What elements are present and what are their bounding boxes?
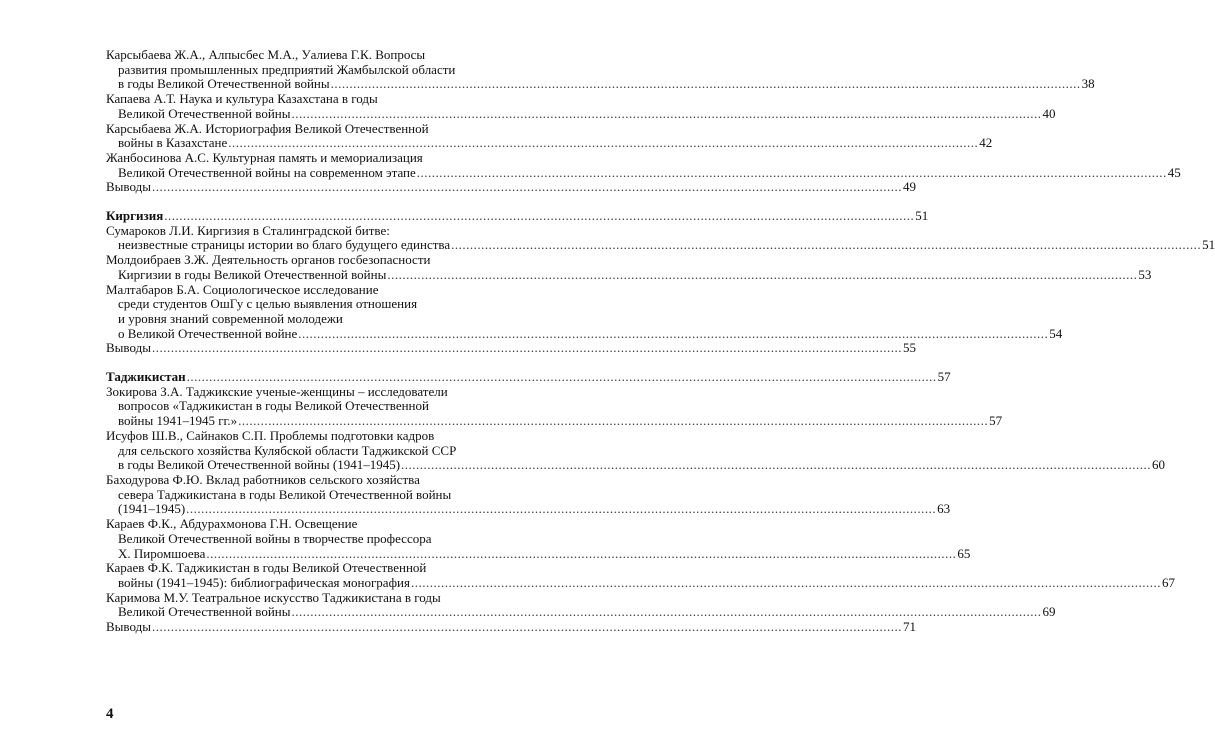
toc-entry-line: севера Таджикистана в годы Великой Отечественной войны [118, 486, 452, 502]
section-tajikistan [106, 369, 1175, 635]
toc-entry-line: Караев Ф.К. Таджикистан в годы Великой Отечественной [106, 560, 427, 576]
toc-entry-last-line [106, 574, 1175, 591]
section-heading [106, 369, 951, 385]
toc-entry-last-line [106, 164, 1181, 181]
toc-entry-line: Караев Ф.К., Абдурахмонова Г.Н. Освещение [106, 516, 358, 532]
dot-leader [451, 238, 1201, 253]
toc-entry-line: развития промышленных предприятий Жамбылской области [118, 61, 456, 77]
section-heading-text: Таджикистан [106, 369, 186, 385]
toc-entry [106, 383, 1003, 429]
toc-entry-line: Исуфов Ш.В., Сайнаков С.П. Проблемы подготовки кадров [106, 427, 435, 443]
dot-leader [152, 180, 902, 195]
toc-entry-last-line [106, 105, 1056, 122]
toc-entry [106, 222, 1215, 253]
toc-entry-last-line-text: Х. Пиромшоева [118, 545, 206, 561]
dot-leader [417, 166, 1167, 181]
toc-entry-last-line-page-ref: 54 [1049, 325, 1063, 341]
toc-entry [106, 120, 993, 151]
toc-entry [106, 560, 1175, 590]
toc-entry [106, 589, 1056, 620]
toc-entry-last-line-page-ref: 67 [1161, 574, 1175, 590]
toc-entry-last-line [106, 413, 1003, 429]
toc-entry-last-line-text: Киргизии в годы Великой Отечественной войны [118, 266, 387, 282]
dot-leader [411, 576, 1161, 591]
dot-leader [331, 77, 1081, 92]
toc-entry-last-line-text: в годы Великой Отечественной войны [118, 76, 330, 92]
toc-entry-last-line-page-ref: 40 [1042, 105, 1056, 121]
conclusion-entry [106, 340, 916, 356]
dot-leader [228, 136, 978, 151]
toc-entry [106, 516, 971, 561]
dot-leader [238, 414, 988, 429]
toc-entry-line: среди студентов ОшГу с целью выявления отношения [118, 296, 418, 312]
toc-entry-last-line-text: в годы Великой Отечественной войны (1941–1945) [118, 457, 401, 473]
toc-entry-line: Зокирова З.А. Таджикские ученые-женщины – исследователи [106, 383, 448, 399]
toc-entry-line: Каримова М.У. Театральное искусство Таджикистана в годы [106, 589, 441, 605]
toc-entry-line: Молдоибраев З.Ж. Деятельность органов госбезопасности [106, 252, 431, 268]
conclusion-entry-text: Выводы [106, 179, 151, 195]
conclusion-entry [106, 179, 916, 195]
toc-entry-line: для сельского хозяйства Кулябской области Таджикской ССР [118, 442, 457, 458]
toc-entry-last-line [106, 501, 951, 517]
dot-leader [164, 209, 914, 224]
section-gap [106, 195, 488, 209]
dot-leader [292, 107, 1042, 122]
toc-entry-last-line-page-ref: 53 [1138, 266, 1152, 282]
toc-entry-last-line-page-ref: 42 [979, 135, 993, 151]
toc-entry-line: Великой Отечественной войны в творчестве профессора [118, 530, 432, 546]
section-heading-page-ref: 51 [915, 208, 929, 224]
toc-entry-last-line [106, 457, 1166, 473]
toc-entry-last-line-page-ref: 45 [1167, 164, 1181, 180]
conclusion-entry-text: Выводы [106, 619, 151, 635]
toc-entry-last-line [106, 604, 1056, 620]
toc-entry-line: Капаева А.Т. Наука и культура Казахстана в годы [106, 91, 378, 107]
section-kazakhstan [106, 47, 1181, 195]
section-heading-page-ref: 57 [937, 369, 951, 385]
dot-leader [152, 341, 902, 356]
toc-entry-line: Малтабаров Б.А. Социологическое исследование [106, 281, 379, 297]
section-gap [106, 356, 488, 370]
toc-entry-last-line-text: Великой Отечественной войны на современном этапе [118, 164, 416, 180]
toc-entry-last-line-text: Великой Отечественной войны [118, 105, 291, 121]
toc-entry-last-line [106, 237, 1215, 253]
dot-leader [186, 502, 936, 517]
toc-entry-last-line-text: Великой Отечественной войны [118, 604, 291, 620]
toc-entry-line: Карсыбаева Ж.А. Историография Великой Отечественной [106, 120, 429, 136]
toc-entry-last-line [106, 135, 993, 151]
section-kyrgyzstan [106, 208, 1215, 356]
dot-leader [387, 268, 1137, 283]
toc-entry-last-line-text: неизвестные страницы истории во благо будущего единства [118, 237, 451, 253]
toc-entry [106, 149, 1181, 180]
toc-entry-last-line-page-ref: 63 [937, 501, 951, 517]
toc-entry-last-line-page-ref: 65 [957, 545, 971, 561]
toc-entry [106, 471, 951, 517]
toc-entry [106, 281, 1063, 342]
dot-leader [292, 605, 1042, 620]
toc-entry-line: и уровня знаний современной молодежи [118, 310, 343, 326]
toc-entry-last-line-text: войны в Казахстане [118, 135, 228, 151]
toc-entry-last-line-page-ref: 38 [1081, 76, 1095, 92]
toc-entry-last-line-page-ref: 51 [1202, 237, 1215, 253]
conclusion-entry-page-ref: 55 [902, 340, 916, 356]
dot-leader [152, 620, 902, 635]
section-heading-text: Киргизия [106, 208, 164, 224]
toc-entry-last-line-page-ref: 57 [989, 413, 1003, 429]
toc-entry [106, 47, 1095, 92]
toc-entry-last-line-text: войны (1941–1945): библиографическая монография [118, 574, 410, 590]
dot-leader [206, 547, 956, 562]
toc-entry-line: Баходурова Ф.Ю. Вклад работников сельского хозяйства [106, 471, 420, 487]
toc-entry [106, 427, 1166, 473]
table-of-contents [106, 47, 1215, 635]
dot-leader [298, 327, 1048, 342]
toc-entry-last-line [106, 545, 971, 562]
dot-leader [401, 458, 1151, 473]
conclusion-entry-text: Выводы [106, 340, 151, 356]
toc-entry-line: Жанбосинова А.С. Культурная память и мемориализация [106, 149, 423, 165]
toc-entry-last-line [106, 76, 1095, 92]
toc-entry [106, 252, 1152, 282]
toc-entry-line: Сумароков Л.И. Киргизия в Сталинградской битве: [106, 222, 390, 238]
conclusion-entry-page-ref: 49 [902, 179, 916, 195]
dot-leader [187, 370, 937, 385]
conclusion-entry [106, 619, 916, 635]
section-heading [106, 208, 929, 224]
toc-entry-last-line-page-ref: 60 [1152, 457, 1166, 473]
page-number: 4 [106, 706, 114, 722]
toc-entry-last-line-page-ref: 69 [1042, 604, 1056, 620]
toc-entry-line: Карсыбаева Ж.А., Алпысбес М.А., Уалиева Г.К. Вопросы [106, 47, 426, 62]
toc-entry-last-line [106, 325, 1063, 342]
conclusion-entry-page-ref: 71 [902, 619, 916, 635]
toc-entry-last-line-text: (1941–1945) [118, 501, 186, 517]
toc-entry-last-line [106, 266, 1152, 283]
toc-entry [106, 91, 1056, 121]
toc-entry-line: вопросов «Таджикистан в годы Великой Отечественной [118, 398, 429, 414]
toc-entry-last-line-text: о Великой Отечественной войне [118, 325, 298, 341]
toc-entry-last-line-text: войны 1941–1945 гг.» [118, 413, 238, 429]
